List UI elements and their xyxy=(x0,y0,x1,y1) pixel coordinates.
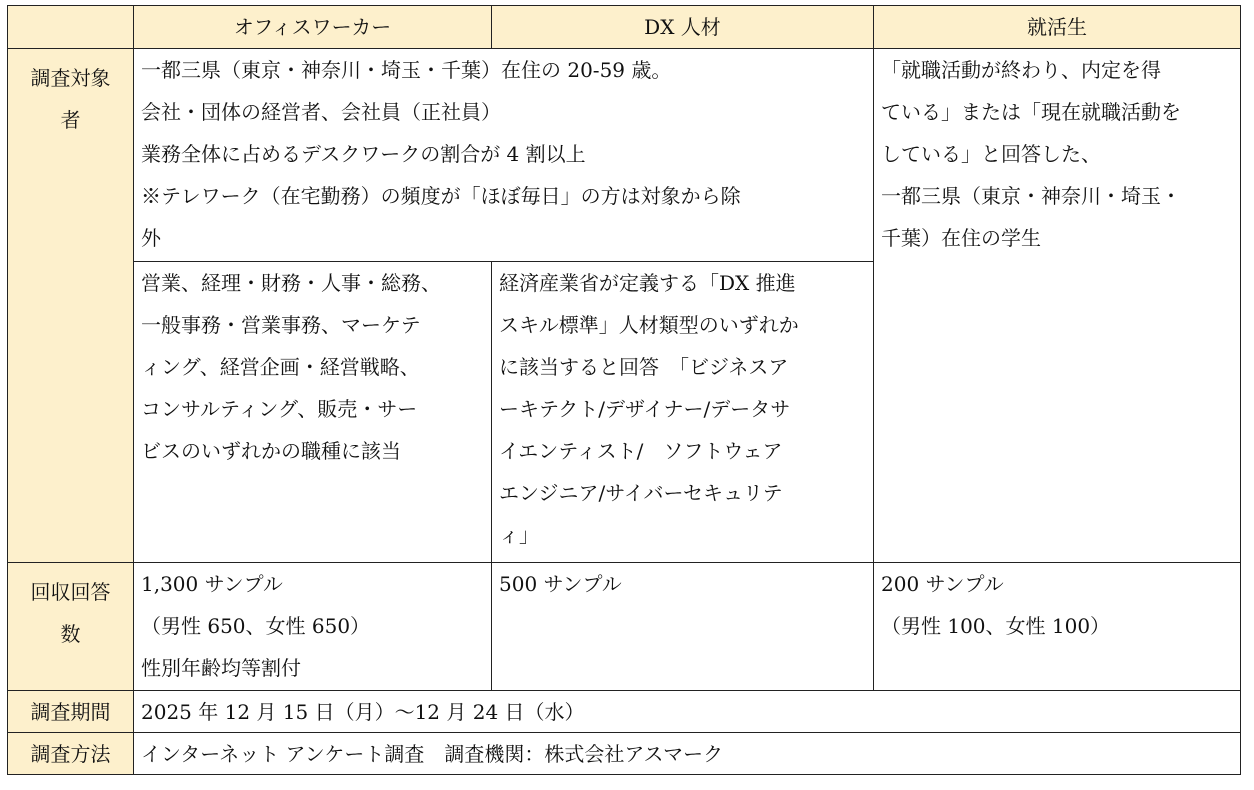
text-line: ※テレワーク（在宅勤務）の頻度が「ほぼ毎日」の方は対象から除 xyxy=(141,184,741,208)
row-label-line: 数 xyxy=(60,622,81,646)
row-label-line: 回収回答 xyxy=(30,580,111,604)
row-label-method: 調査方法 xyxy=(8,733,134,775)
text-line: ている」または「現在就職活動を xyxy=(881,100,1181,124)
period-value: 2025 年 12 月 15 日（月）～12 月 24 日（水） xyxy=(134,691,1241,733)
target-job-seeker-cell xyxy=(874,49,1241,563)
period-row xyxy=(8,691,1241,733)
responses-dx-talent-cell xyxy=(492,563,874,691)
text-line: ーキテクト/デザイナー/データサ xyxy=(499,397,791,421)
text-line: （男性 100、女性 100） xyxy=(881,614,1111,638)
column-header-job-seeker: 就活生 xyxy=(874,6,1241,49)
text-line: （男性 650、女性 650） xyxy=(141,614,371,638)
text-line: 営業、経理・財務・人事・総務、 xyxy=(141,271,441,295)
column-header-office-worker: オフィスワーカー xyxy=(134,6,492,49)
text-line: コンサルティング、販売・サー xyxy=(141,397,418,421)
text-line: 千葉）在住の学生 xyxy=(881,226,1041,250)
text-line: 一都三県（東京・神奈川・埼玉・ xyxy=(881,184,1181,208)
text-line: ィ」 xyxy=(499,523,539,547)
header-row xyxy=(8,6,1241,49)
text-line: エンジニア/サイバーセキュリテ xyxy=(499,481,783,505)
text-line: 業務全体に占めるデスクワークの割合が 4 割以上 xyxy=(141,142,586,166)
text-line: スキル標準」人材類型のいずれか xyxy=(499,313,799,337)
column-header-dx-talent: DX 人材 xyxy=(492,6,874,49)
responses-row xyxy=(8,563,1241,691)
text-line: に該当すると回答 「ビジネスア xyxy=(499,355,789,379)
target-common-cell xyxy=(134,49,874,262)
text-line: 性別年齢均等割付 xyxy=(141,656,301,680)
row-label-responses xyxy=(8,563,134,691)
target-office-worker-cell xyxy=(134,262,492,563)
corner-cell xyxy=(8,6,134,49)
text-line: イエンティスト/ ソフトウェア xyxy=(499,439,783,463)
method-row xyxy=(8,733,1241,775)
text-line: ィング、経営企画・経営戦略、 xyxy=(141,355,420,379)
row-label-line: 調査対象 xyxy=(30,66,111,90)
text-line: 経済産業省が定義する「DX 推進 xyxy=(499,271,796,295)
responses-office-worker-cell xyxy=(134,563,492,691)
target-row-common xyxy=(8,49,1241,262)
text-line: 外 xyxy=(141,226,161,250)
text-line: 一般事務・営業事務、マーケテ xyxy=(141,313,421,337)
target-dx-talent-cell xyxy=(492,262,874,563)
row-label-period: 調査期間 xyxy=(8,691,134,733)
text-line: ビスのいずれかの職種に該当 xyxy=(141,439,401,463)
text-line: 1,300 サンプル xyxy=(141,572,283,596)
survey-overview-table xyxy=(7,5,1241,775)
text-line: している」と回答した、 xyxy=(881,142,1101,166)
text-line: 会社・団体の経営者、会社員（正社員） xyxy=(141,100,501,124)
responses-job-seeker-cell xyxy=(874,563,1241,691)
method-value: インターネット アンケート調査 調査機関：株式会社アスマーク xyxy=(134,733,1241,775)
row-label-line: 者 xyxy=(60,108,81,132)
text-line: 200 サンプル xyxy=(881,572,1004,596)
row-label-target xyxy=(8,49,134,563)
text-line: 一都三県（東京・神奈川・埼玉・千葉）在住の 20-59 歳。 xyxy=(141,58,672,82)
text-line: 「就職活動が終わり、内定を得 xyxy=(881,58,1161,82)
text-line: 500 サンプル xyxy=(499,572,622,596)
